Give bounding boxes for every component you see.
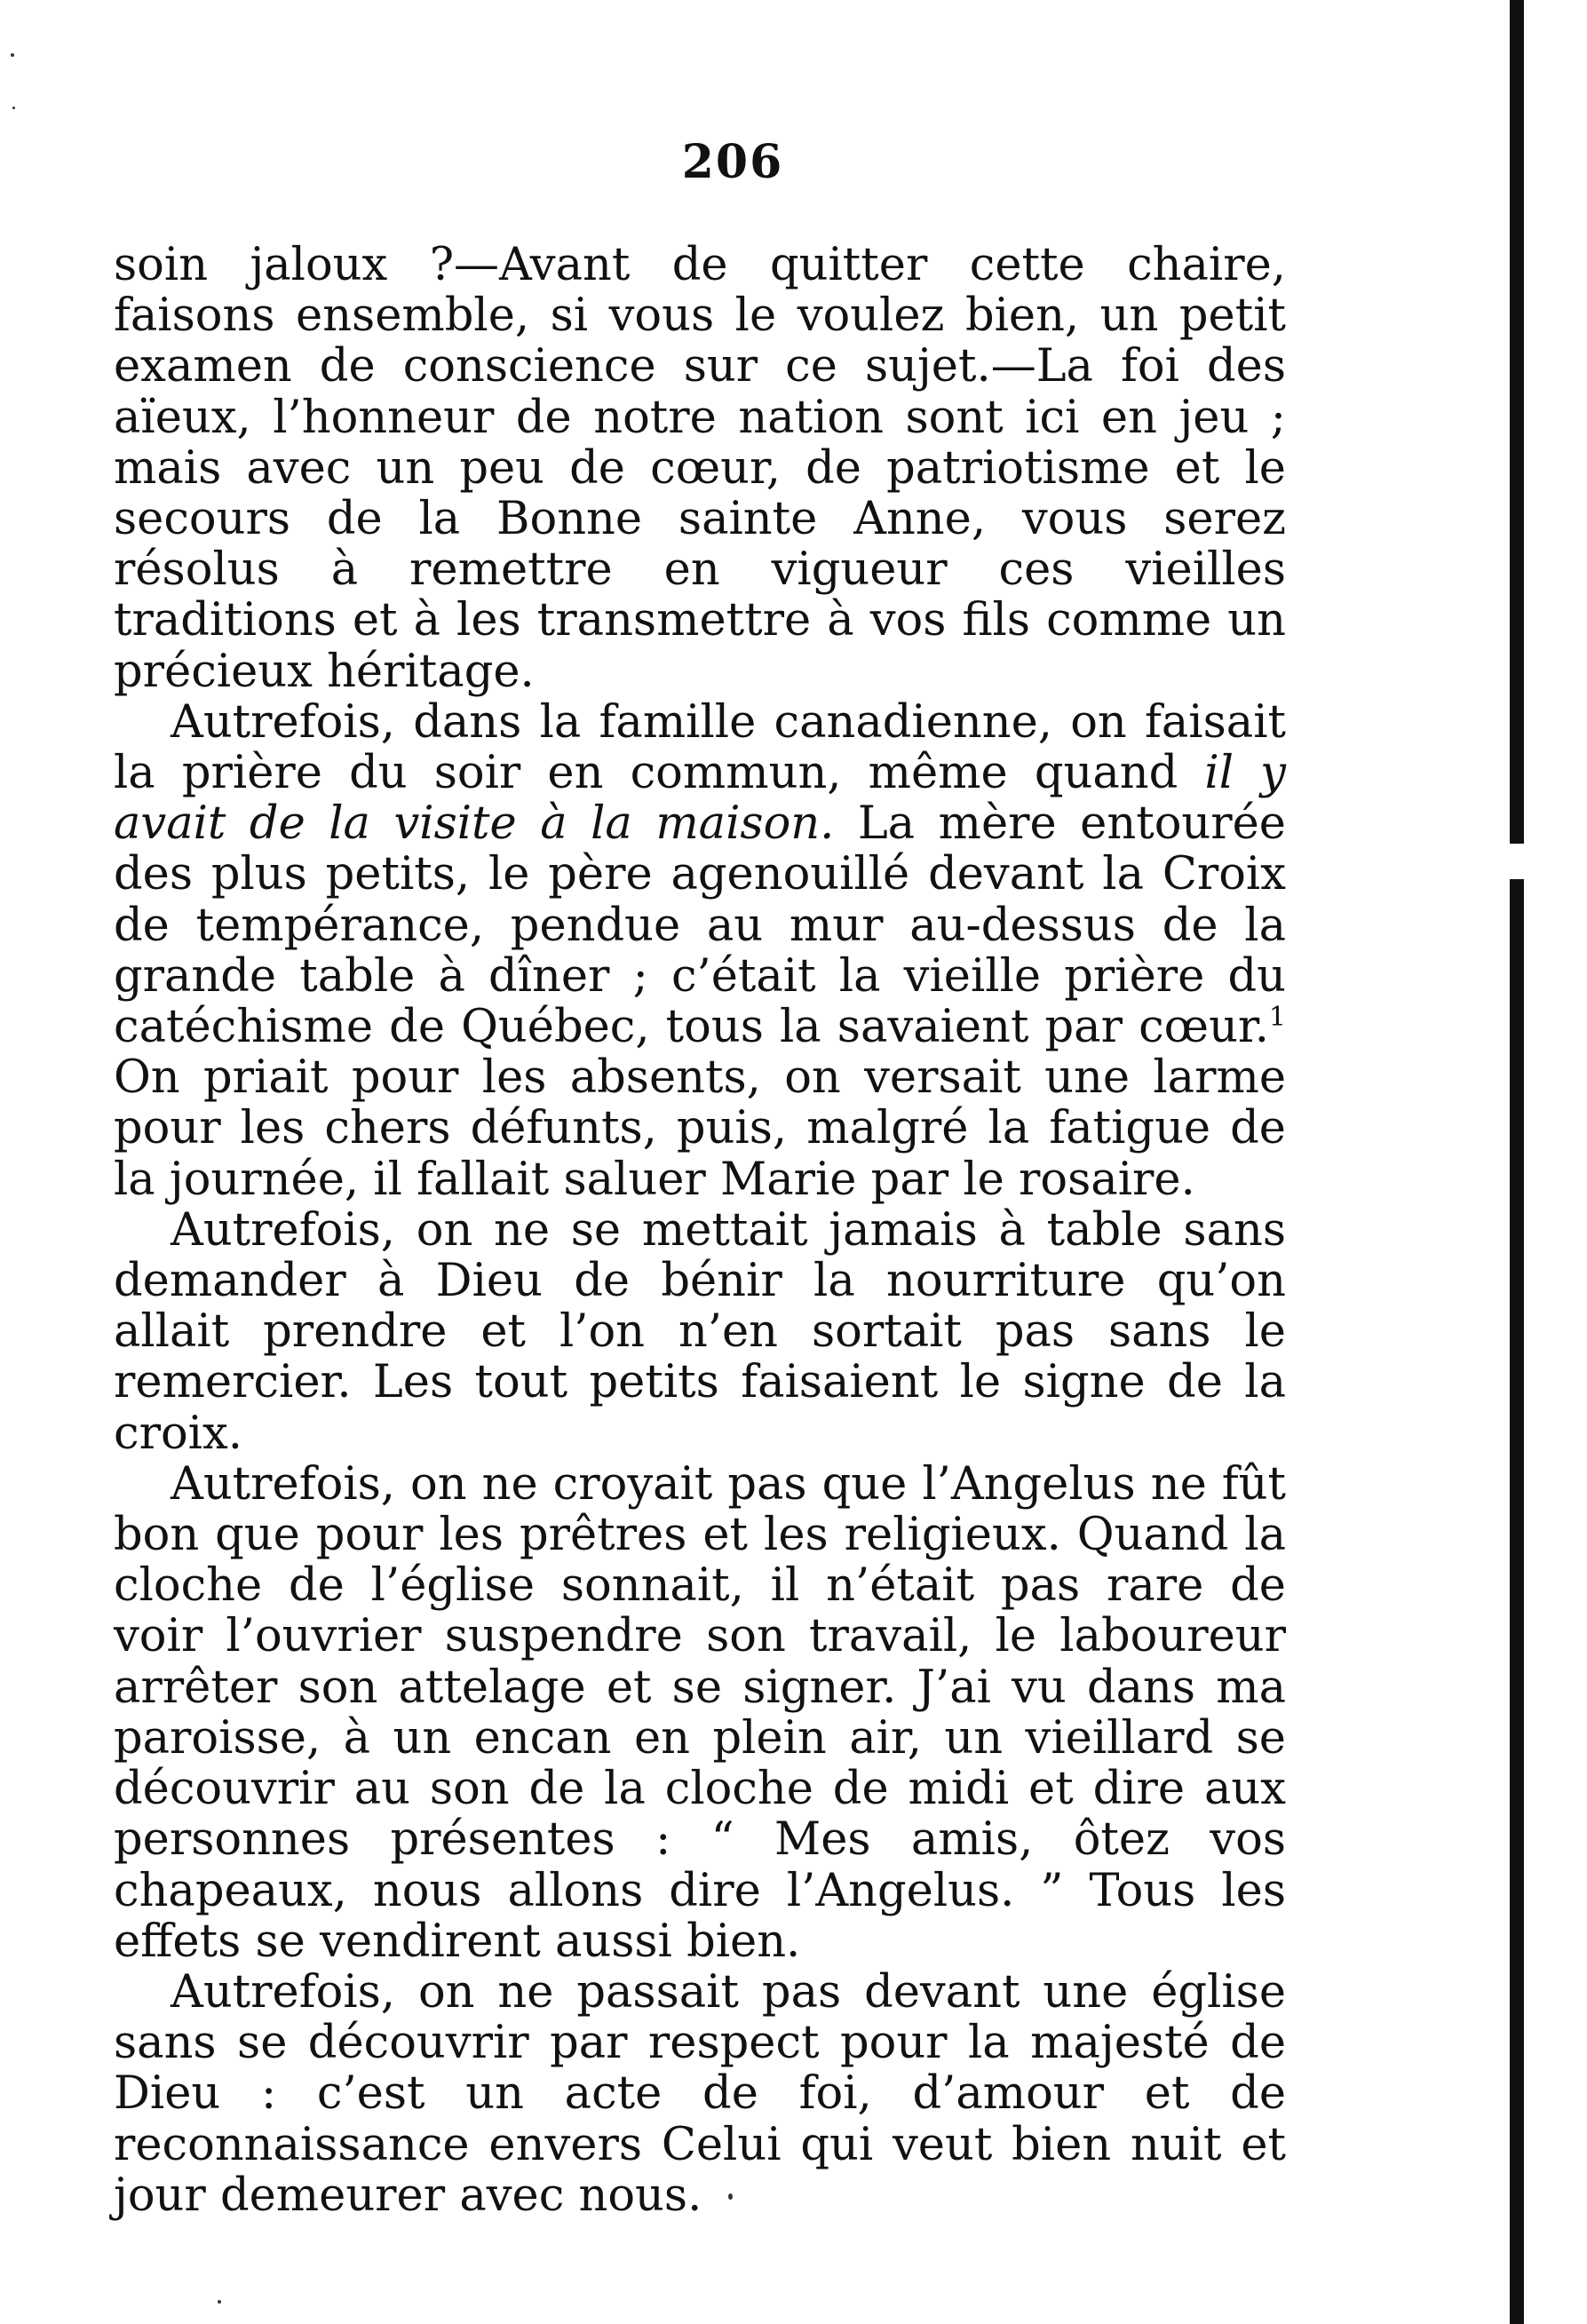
ink-speck — [11, 53, 14, 57]
paragraph-text: La mère entourée des plus petits, le père agenouillé devant la Croix de tempérance, pendue au mur au-dessus de la grande table à dîner ; c’était la vieille prière du catéchisme de Québec, tous la savaient par cœur. — [114, 797, 1286, 1054]
ink-speck — [218, 2300, 221, 2304]
page-number: 206 — [681, 135, 784, 189]
paragraph-3 — [114, 1205, 1286, 1459]
body-text — [114, 240, 1286, 2221]
binding-edge-gap — [1506, 844, 1527, 879]
paragraph-1 — [114, 240, 1286, 697]
paragraph-text: On priait pour les absents, on versait une larme pour les chers défunts, puis, malgré la fatigue de la journée, il fallait saluer Marie par le rosaire. — [114, 1051, 1286, 1206]
ink-speck — [728, 2193, 733, 2200]
paragraph-text: Autrefois, on ne passait pas devant une église sans se découvrir par respect pour la majesté de Dieu : c’est un acte de foi, d’amour et de reconnaissance envers Celui qui veut bien nuit et jour demeurer avec nous. — [114, 1965, 1286, 2222]
paragraph-5 — [114, 1967, 1286, 2221]
paragraph-2 — [114, 697, 1286, 1205]
paragraph-text: Autrefois, on ne croyait pas que l’Angelus ne fût bon que pour les prêtres et les religieux. Quand la cloche de l’église sonnait, il n’était pas rare de voir l’ouvrier suspendre son travail, le laboureur arrêter son attelage et se signer. J’ai vu dans ma paroisse, à un encan en plein air, un vieillard se découvrir au son de la cloche de midi et dire aux personnes présentes : “ Mes amis, ôtez vos chapeaux, nous allons dire l’Angelus. ” Tous les effets se vendirent aussi bien. — [114, 1457, 1286, 1968]
paragraph-text: soin jaloux ?—Avant de quitter cette chaire, faisons ensemble, si vous le voulez bien, un petit examen de conscience sur ce sujet.—La foi des aïeux, l’honneur de notre nation sont ici en jeu ; mais avec un peu de cœur, de patriotisme et le secours de la Bonne sainte Anne, vous serez résolus à remettre en vigueur ces vieilles traditions et à les transmettre à vos fils comme un précieux héritage. — [114, 239, 1286, 698]
ink-speck — [12, 107, 15, 109]
paragraph-4 — [114, 1459, 1286, 1967]
footnote-marker: 1 — [1268, 1002, 1286, 1034]
paragraph-text: Autrefois, on ne se mettait jamais à table sans demander à Dieu de bénir la nourriture qu’on allait prendre et l’on n’en sortait pas sans le remercier. Les tout petits faisaient le signe de la croix. — [114, 1203, 1286, 1460]
paragraph-text: Autrefois, dans la famille canadienne, on faisait la prière du soir en commun, même quand — [114, 695, 1286, 800]
binding-edge-line — [1510, 0, 1524, 2324]
italic-phrase: il y avait de la visite à la maison. — [114, 747, 1286, 851]
